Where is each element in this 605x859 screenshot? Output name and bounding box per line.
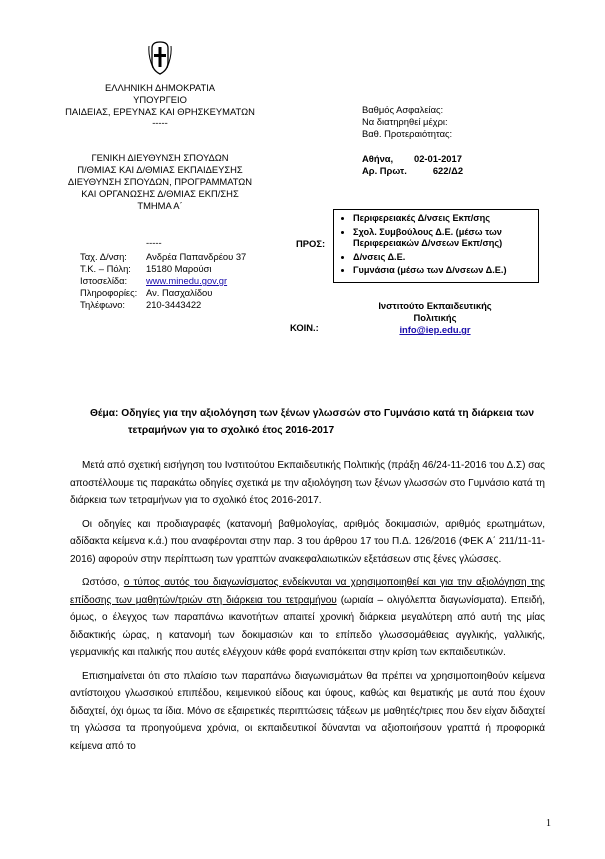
page-number: 1: [546, 818, 551, 829]
priority: Βαθ. Προτεραιότητας:: [362, 128, 453, 139]
postal-row: [80, 263, 280, 275]
info-row: [80, 287, 280, 299]
phone-value: 210-3443422: [146, 299, 202, 310]
address-row: [80, 251, 280, 263]
to-label: ΠΡΟΣ:: [296, 238, 326, 249]
recipient-item: • Περιφερειακές Δ/νσεις Εκπ/σης: [353, 213, 533, 225]
security-level: Βαθμός Ασφαλείας:: [362, 104, 444, 115]
ministry-line-1: ΥΠΟΥΡΓΕΙΟ: [133, 94, 187, 105]
cc-label: ΚΟΙΝ.:: [290, 322, 319, 333]
paragraph-4: Επισημαίνεται ότι στο πλαίσιο των παραπάνω διαγωνισμάτων θα πρέπει να χρησιμοποιηθούν κείμενα αντίστοιχου γλωσσικού επιπέδου, κειμενικού είδους και ύφους, καθώς και θεματικής με αυτά που έχουν διδαχτεί, όχι όμως τα ίδια. Μόνο σε εξαιρετικές περιπτώσεις τάξεων με μαθητές/τριες που δεν είχαν διδαχτεί τη γλώσσα τα προηγούμενα χρόνια, οι εκπαιδευτικοί δύνανται να αξιοποιήσουν γραπτά ή προφορικά κείμενα από το: [70, 670, 545, 752]
info-label: Πληροφορίες:: [80, 287, 138, 298]
website-label: Ιστοσελίδα:: [80, 275, 128, 286]
subject-line-2: τετραμήνων για το σχολικό έτος 2016-2017: [128, 425, 335, 436]
paragraph-3-underlined: ο τύπος αυτός του διαγωνίσματος ενδείκνυται να χρησιμοποιηθεί και για την αξιολόγηση της επίδοσης των μαθητών/τριών στη διάρκεια του τετραμήνου: [70, 577, 545, 606]
address-value: Ανδρέα Παπανδρέου 37: [146, 251, 247, 262]
subject-text-1: Οδηγίες για την αξιολόγηση των ξένων γλωσσών στο Γυμνάσιο κατά τη διάρκεια των: [121, 408, 535, 419]
document-body: [70, 457, 545, 761]
paragraph-3: [70, 574, 545, 662]
paragraph-2: Οι οδηγίες και προδιαγραφές (κατανομή βαθμολογίας, αριθμός δοκιμασιών, αριθμός ερωτημάτων, αδίδακτα κείμενα κ.ά.) που αναφέρονται στην παρ. 3 του άρθρου 17 του Π.Δ. 126/2016 (ΦΕΚ Α΄ 211/11-11-2016) αφορούν στην περίπτωση των γραπτών ανακεφαλαιωτικών εξετάσεων στις ξένες γλώσσες.: [70, 518, 545, 565]
department-block: [60, 152, 260, 212]
website-link[interactable]: www.minedu.gov.gr: [146, 275, 228, 286]
paragraph-1: Μετά από σχετική εισήγηση του Ινστιτούτου Εκπαιδευτικής Πολιτικής (πράξη 46/24-11-2016 του Δ.Σ) σας αποστέλλουμε τις παρακάτω οδηγίες σχετικά με την αξιολόγηση των ξένων γλωσσών στο Γυμνάσιο κατά τη διάρκεια των τετραμήνων για το σχολικό έτος 2016-2017.: [70, 460, 545, 506]
contact-block: [80, 251, 280, 311]
cc-block: [340, 300, 530, 336]
recipients-list: [339, 213, 533, 277]
recipient-item: • Γυμνάσια (μέσω των Δ/νσεων Δ.Ε.): [353, 265, 533, 277]
republic-name: ΕΛΛΗΝΙΚΗ ΔΗΜΟΚΡΑΤΙΑ: [104, 82, 216, 93]
dept-line-3: ΔΙΕΥΘΥΝΣΗ ΣΠΟΥΔΩΝ, ΠΡΟΓΡΑΜΜΑΤΩΝ: [67, 176, 253, 187]
greek-emblem-icon: [148, 40, 172, 76]
protocol-number: Αρ. Πρωτ. 622/Δ2: [362, 165, 464, 176]
phone-row: [80, 299, 280, 311]
separator-2: -----: [146, 237, 162, 248]
cc-line-2: Πολιτικής: [413, 312, 457, 323]
cc-line-1: Ινστιτούτο Εκπαιδευτικής: [378, 300, 492, 311]
dept-line-1: ΓΕΝΙΚΗ ΔΙΕΥΘΥΝΣΗ ΣΠΟΥΔΩΝ: [91, 152, 229, 163]
phone-label: Τηλέφωνο:: [80, 299, 126, 310]
info-value: Αν. Πασχαλίδου: [146, 287, 213, 298]
classification-block: [362, 104, 562, 140]
subject-label: Θέμα:: [90, 408, 119, 419]
postal-value: 15180 Μαρούσι: [146, 263, 212, 274]
address-label: Ταχ. Δ/νση:: [80, 251, 127, 262]
dept-line-2: Π/ΘΜΙΑΣ ΚΑΙ Δ/ΘΜΙΑΣ ΕΚΠΑΙΔΕΥΣΗΣ: [77, 164, 243, 175]
recipient-item: • Σχολ. Συμβούλους Δ.Ε. (μέσω των Περιφερειακών Δ/νσεων Εκπ/σης): [353, 227, 533, 250]
dept-line-4: ΚΑΙ ΟΡΓΑΝΩΣΗΣ Δ/ΘΜΙΑΣ ΕΚΠ/ΣΗΣ: [81, 188, 239, 199]
separator: -----: [152, 117, 168, 128]
paragraph-3-start: Ωστόσο,: [82, 577, 124, 588]
subject-line-1: [90, 405, 550, 422]
recipient-item: • Δ/νσεις Δ.Ε.: [353, 252, 533, 264]
sender-block: [65, 82, 255, 128]
ministry-line-2: ΠΑΙΔΕΙΑΣ, ΕΡΕΥΝΑΣ ΚΑΙ ΘΡΗΣΚΕΥΜΑΤΩΝ: [65, 106, 255, 117]
place-date: Αθήνα, 02-01-2017: [362, 153, 462, 164]
paragraph-3-rest: (ωριαία – ολιγόλεπτα διαγωνίσματα). Επειδή, όμως, ο έλεγχος των παραπάνω ικανοτήτων απαιτεί χρονική διάρκεια μεγαλύτερη από αυτή της μίας διδακτικής ώρας, η κατανομή των δοκιμασιών και το επίπεδο γλωσσομάθειας αγγλικής, γαλλικής, γερμανικής και ιταλικής που αυτές ελέγχουν κάθε φορά εναπόκειται στην κρίση των εκπαιδευτικών.: [70, 594, 545, 658]
postal-label: Τ.Κ. – Πόλη:: [80, 263, 131, 274]
dept-line-5: ΤΜΗΜΑ Α΄: [137, 200, 183, 211]
retention: Να διατηρηθεί μέχρι:: [362, 116, 448, 127]
website-row: [80, 275, 280, 287]
date-protocol-block: [362, 153, 562, 177]
subject-block: [90, 405, 550, 439]
cc-email-link[interactable]: info@iep.edu.gr: [399, 324, 471, 335]
recipients-table: [333, 209, 539, 283]
